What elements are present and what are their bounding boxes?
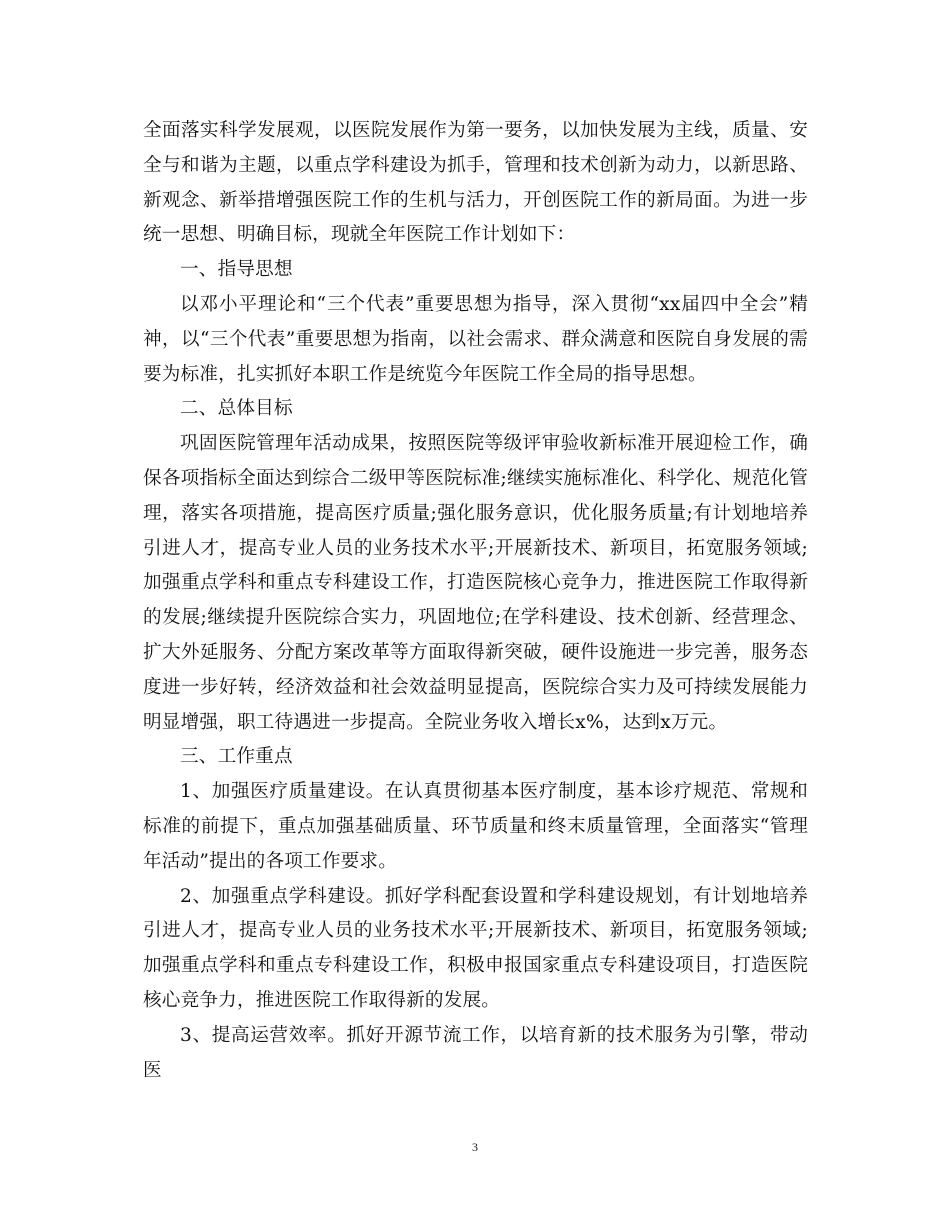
heading-work-priorities: 三、工作重点 xyxy=(180,746,293,768)
paragraph-priority-1: 1、加强医疗质量建设。在认真贯彻基本医疗制度，基本诊疗规范、常规和标准的前提下，重点加强基础质量、环节质量和终末质量管理，全面落实“管理年活动”提出的各项工作要求。 xyxy=(143,781,808,872)
paragraph-intro: 全面落实科学发展观，以医院发展作为第一要务，以加快发展为主线，质量、安全与和谐为主题，以重点学科建设为抓手，管理和技术创新为动力，以新思路、新观念、新举措增强医院工作的生机与活力，开创医院工作的新局面。为进一步统一思想、明确目标，现就全年医院工作计划如下： xyxy=(143,120,808,246)
paragraph-priority-2: 2、加强重点学科建设。抓好学科配套设置和学科建设规划，有计划地培养引进人才，提高专业人员的业务技术水平;开展新技术、新项目，拓宽服务领域;加强重点学科和重点专科建设工作，积极申报国家重点专科建设项目，打造医院核心竞争力，推进医院工作取得新的发展。 xyxy=(143,885,808,1011)
page-number: 3 xyxy=(472,1140,478,1154)
paragraph-priority-3: 3、提高运营效率。抓好开源节流工作，以培育新的技术服务为引擎，带动医 xyxy=(143,1024,808,1081)
paragraph-overall-goals: 巩固医院管理年活动成果，按照医院等级评审验收新标准开展迎检工作，确保各项指标全面达到综合二级甲等医院标准;继续实施标准化、科学化、规范化管理，落实各项措施，提高医疗质量;强化服务意识，优化服务质量;有计划地培养引进人才，提高专业人员的业务技术水平;开展新技术、新项目，拓宽服务领域;加强重点学科和重点专科建设工作，打造医院核心竞争力，推进医院工作取得新的发展;继续提升医院综合实力，巩固地位;在学科建设、技术创新、经营理念、扩大外延服务、分配方案改革等方面取得新突破，硬件设施进一步完善，服务态度进一步好转，经济效益和社会效益明显提高，医院综合实力及可持续发展能力明显增强，职工待遇进一步提高。全院业务收入增长x%，达到x万元。 xyxy=(143,433,808,733)
paragraph-guiding-ideology: 以邓小平理论和“三个代表”重要思想为指导，深入贯彻“xx届四中全会”精神，以“三个代表”重要思想为指南，以社会需求、群众满意和医院自身发展的需要为标准，扎实抓好本职工作是统览今年医院工作全局的指导思想。 xyxy=(143,293,808,385)
document-body xyxy=(143,114,808,1088)
heading-guiding-ideology: 一、指导思想 xyxy=(180,259,293,281)
heading-overall-goals: 二、总体目标 xyxy=(180,398,293,420)
